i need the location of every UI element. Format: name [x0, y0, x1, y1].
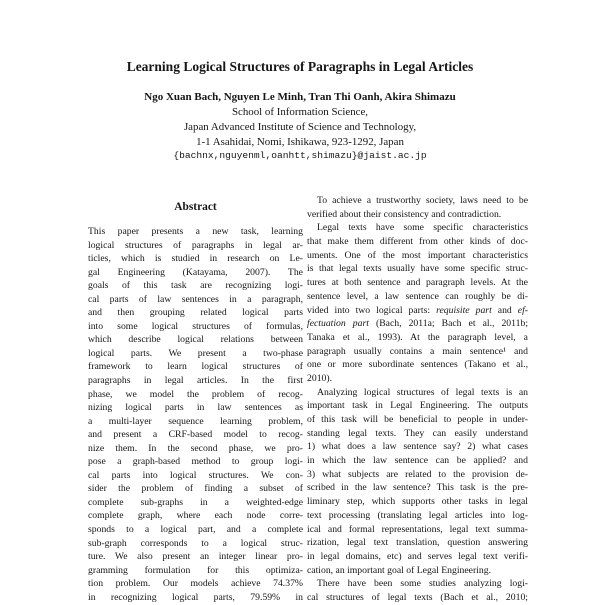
affiliation-line-address: 1-1 Asahidai, Nomi, Ishikawa, 923-1292, Japan — [196, 136, 404, 148]
paper-title: Learning Logical Structures of Paragraphs in Legal Articles — [126, 59, 474, 74]
text-line: into some logical structures of formulas, — [88, 320, 303, 332]
text-line: sub-graph corresponds to a logical struc- — [88, 537, 303, 549]
text-line: and then grouping related logical parts — [88, 307, 303, 319]
affiliation-line-school: School of Information Science, — [231, 106, 369, 118]
text-line: Analyzing logical structures of legal texts is an — [317, 386, 528, 398]
text-line: cal parts of law sentences in a paragraph, — [88, 293, 303, 305]
text-line: 3) what subjects are related to the provision de- — [307, 468, 528, 480]
text-line: ical and formal representations, legal text summa- — [307, 523, 528, 535]
text-line: which describe logical relations between — [88, 334, 303, 346]
text-line: cation, an important goal of Legal Engineering. — [307, 564, 492, 576]
text-line: that make them different from other kinds of doc- — [307, 236, 528, 248]
text-line: To achieve a trustworthy society, laws need to be — [317, 195, 528, 206]
text-line: Legal texts have some specific characteristics — [317, 222, 528, 234]
affiliation-block — [0, 105, 600, 150]
text-line: phase, we model the problem of recog- — [88, 388, 303, 400]
text-line: cal structures of legal texts (Bach et al., 2010; — [307, 591, 528, 603]
text-line: uments. One of the most important characteristics — [307, 249, 528, 261]
text-line: sponds to a logical part, and a complete — [88, 524, 303, 536]
text-line: vided into two logical parts: requisite part and ef- — [307, 304, 528, 316]
text-line: standing legal texts. They can easily understand — [307, 427, 528, 439]
text-line: ture. We also present an integer linear pro- — [88, 551, 303, 563]
text-line: 1) what does a law sentence say? 2) what cases — [307, 441, 528, 453]
text-line: fectuation part (Bach, 2011a; Bach et al., 2011b; — [307, 318, 528, 330]
text-line: pose a graph-based method to group logi- — [88, 456, 303, 468]
text-line: nize them. In the second phase, we pro- — [88, 442, 303, 454]
text-line: nizing logical parts in law sentences as — [88, 402, 303, 414]
text-line: ticles, which is studied in research on Le- — [88, 253, 303, 265]
text-line: text processing (translating legal articles into log- — [307, 509, 528, 521]
text-line: is that legal texts usually have some specific struc- — [307, 263, 528, 275]
text-line: sider the problem of finding a subset of — [88, 483, 303, 495]
text-line: one or more subordinate sentences (Takano et al., — [307, 359, 528, 371]
text-line: important task in Legal Engineering. The outputs — [307, 400, 528, 412]
abstract-heading: Abstract — [174, 201, 217, 213]
text-line: and present a CRF-based model to recog- — [88, 429, 303, 441]
text-line: logical structures of paragraphs in legal ar- — [88, 239, 303, 251]
text-line: scribed in the law sentence? This task is the pre- — [307, 482, 528, 494]
text-line: gramming formulation for this optimiza- — [88, 564, 303, 576]
text-line: goals of this task are recognizing logi- — [88, 280, 303, 292]
text-line: tures at both sentence and paragraph levels. At the — [307, 277, 528, 289]
affiliation-line-institute: Japan Advanced Institute of Science and Technology, — [183, 121, 417, 133]
authors-line: Ngo Xuan Bach, Nguyen Le Minh, Tran Thi Oanh, Akira Shimazu — [144, 91, 456, 103]
text-line: in recognizing logical parts, 79.59% in — [88, 591, 303, 603]
email-line: {bachnx,nguyenml,oanhtt,shimazu}@jaist.ac.jp — [173, 150, 427, 161]
text-line: rization, legal text translation, question answering — [307, 537, 528, 549]
text-line: 2010). — [307, 372, 333, 384]
text-line: paragraphs in legal articles. In the first — [88, 375, 303, 387]
text-line: framework to learn logical structures of — [88, 361, 303, 373]
text-line: in which the law sentence can be applied? and — [307, 455, 528, 467]
text-line: This paper presents a new task, learning — [88, 226, 303, 237]
text-line: tion problem. Our models achieve 74.37% — [88, 578, 303, 590]
text-line: cal parts into logical structures. We con- — [88, 469, 303, 481]
introduction-column — [307, 194, 528, 605]
text-line: There have been some studies analyzing logi- — [317, 578, 528, 590]
text-line: in legal domains, etc) and serves legal text verifi- — [307, 550, 528, 562]
text-line: logical parts. We present a two-phase — [88, 347, 303, 359]
text-line: verified about their consistency and contradiction. — [307, 208, 502, 220]
text-line: of this task will be beneficial to people in under- — [307, 414, 528, 425]
text-line: complete graph, where each node corre- — [88, 510, 303, 522]
abstract-column — [88, 225, 303, 604]
text-line: liminary step, which supports other tasks in legal — [307, 496, 528, 508]
text-line: paragraph usually contains a main sentence¹ and — [307, 345, 528, 357]
text-line: sentence level, a law sentence can roughly be di- — [307, 290, 528, 302]
text-line: Tanaka et al., 1993). At the paragraph level, a — [307, 331, 528, 343]
text-line: complete sub-graphs in a weighted-edge — [88, 496, 303, 508]
text-line: a multi-layer sequence learning problem, — [88, 415, 303, 427]
text-line: gal Engineering (Katayama, 2007). The — [88, 266, 303, 278]
